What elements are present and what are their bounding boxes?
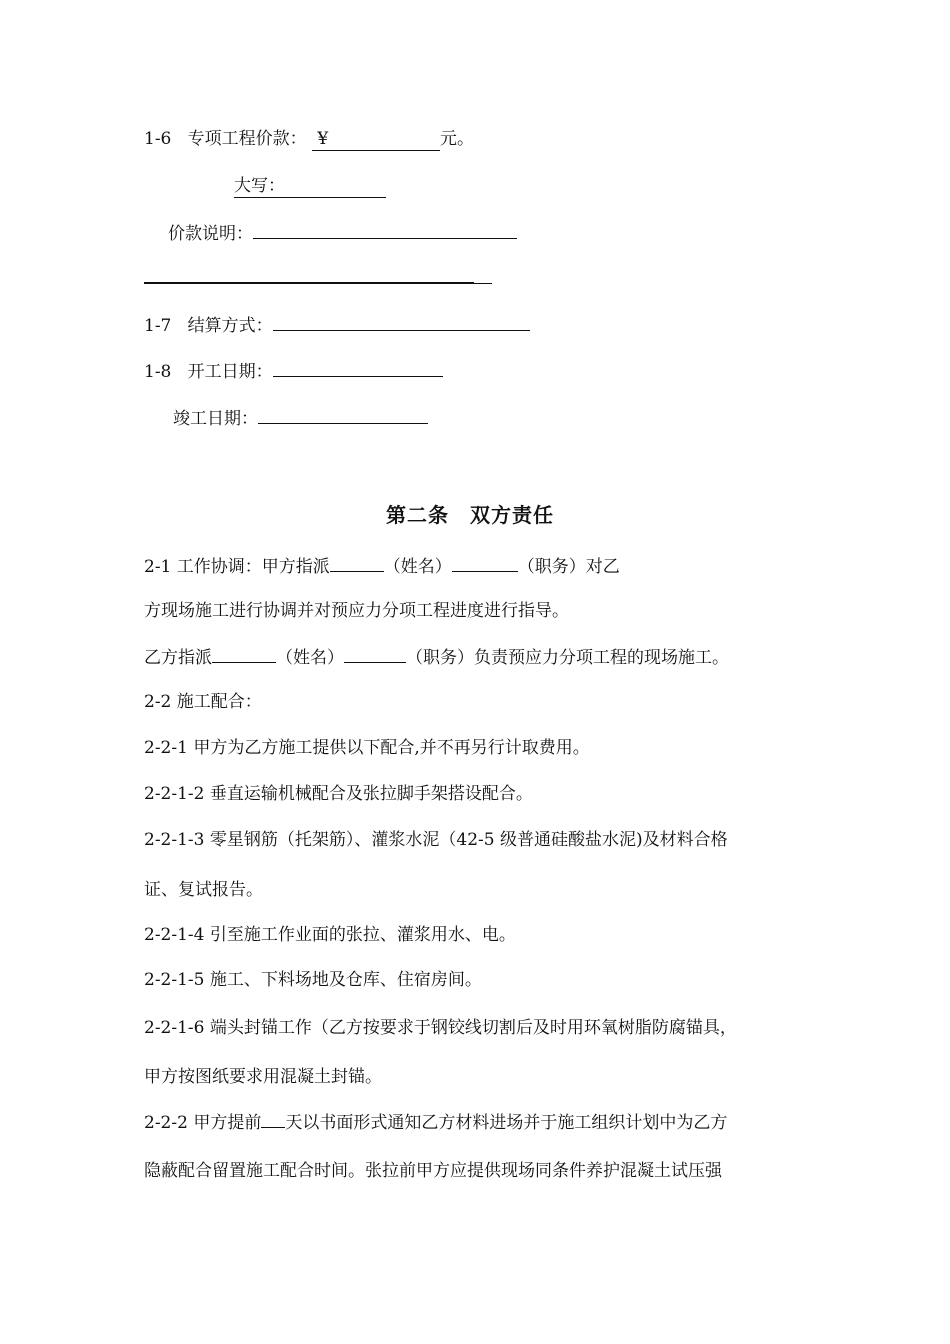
- clause-text: 2-1 工作协调：甲方指派: [144, 557, 330, 577]
- rule-tail: [474, 283, 492, 284]
- clause-2-2-1-5: 2-2-1-5 施工、下料场地及仓库、住宿房间。: [144, 970, 482, 990]
- clause-number: 1-8: [144, 362, 172, 382]
- article-2-heading: 第二条 双方责任: [386, 503, 554, 527]
- completion-date-field[interactable]: [258, 406, 428, 424]
- clause-2-2-2-cont: 隐蔽配合留置施工配合时间。张拉前甲方应提供现场同条件养护混凝土试压强: [144, 1161, 722, 1181]
- clause-2-2-1-6-cont: 甲方按图纸要求用混凝土封锚。: [144, 1067, 382, 1087]
- currency-symbol: ¥: [317, 129, 329, 149]
- clause-text: 2-2-2 甲方提前: [144, 1113, 262, 1133]
- clause-label: 专项工程价款：: [187, 129, 307, 149]
- clause-1-6: [144, 128, 474, 151]
- partyB-title-field[interactable]: [344, 645, 406, 663]
- completion-date-label: 竣工日期：: [173, 409, 258, 429]
- clause-text: （姓名）: [383, 557, 452, 577]
- price-note-label: 价款说明：: [168, 224, 253, 244]
- clause-text: （职务）对乙: [517, 557, 620, 577]
- clause-1-8: [144, 359, 443, 383]
- price-note-continuation-field[interactable]: [144, 282, 474, 284]
- amount-in-words-field[interactable]: [234, 175, 386, 198]
- completion-date-line: [173, 406, 428, 430]
- price-note-field[interactable]: [253, 221, 517, 239]
- clause-text: （职务）负责预应力分项工程的现场施工。: [406, 648, 729, 668]
- clause-1-7: [144, 313, 530, 337]
- partyB-name-field[interactable]: [212, 645, 276, 663]
- partyA-name-field[interactable]: [330, 554, 384, 572]
- amount-in-words-label: 大写：: [234, 176, 285, 196]
- notice-days-field[interactable]: [261, 1110, 285, 1128]
- clause-label: 开工日期：: [187, 362, 273, 382]
- start-date-field[interactable]: [273, 359, 443, 377]
- settlement-method-field[interactable]: [273, 313, 530, 331]
- clause-2-2-1-3-cont: 证、复试报告。: [144, 880, 263, 900]
- clause-2-1-partyB: [144, 645, 729, 669]
- clause-label: 结算方式：: [187, 316, 273, 336]
- price-note-line: [168, 221, 517, 245]
- clause-2-2-1-3: 2-2-1-3 零星钢筋（托架筋）、灌浆水泥（42-5 级普通硅酸盐水泥)及材料合格: [144, 830, 728, 850]
- clause-text: 乙方指派: [144, 648, 212, 668]
- clause-2-1: [144, 554, 620, 578]
- clause-text: 天以书面形式通知乙方材料进场并于施工组织计划中为乙方: [285, 1113, 728, 1133]
- unit-label: 元。: [440, 129, 475, 149]
- clause-number: 1-6: [144, 129, 172, 149]
- clause-text: （姓名）: [276, 648, 344, 668]
- clause-2-2-2: [144, 1110, 727, 1134]
- price-field[interactable]: [312, 128, 440, 151]
- clause-2-1-cont: 方现场施工进行协调并对预应力分项工程进度进行指导。: [144, 601, 569, 621]
- clause-2-2-1-6: 2-2-1-6 端头封锚工作（乙方按要求于钢铰线切割后及时用环氧树脂防腐锚具，: [144, 1018, 737, 1038]
- clause-2-2-1-2: 2-2-1-2 垂直运输机械配合及张拉脚手架搭设配合。: [144, 784, 533, 804]
- clause-2-2: 2-2 施工配合：: [144, 692, 262, 712]
- clause-2-2-1-4: 2-2-1-4 引至施工作业面的张拉、灌浆用水、电。: [144, 925, 516, 945]
- partyA-title-field[interactable]: [452, 554, 518, 572]
- clause-2-2-1: 2-2-1 甲方为乙方施工提供以下配合,并不再另行计取费用。: [144, 738, 590, 758]
- amount-in-words-line: [234, 175, 386, 198]
- clause-number: 1-7: [144, 316, 172, 336]
